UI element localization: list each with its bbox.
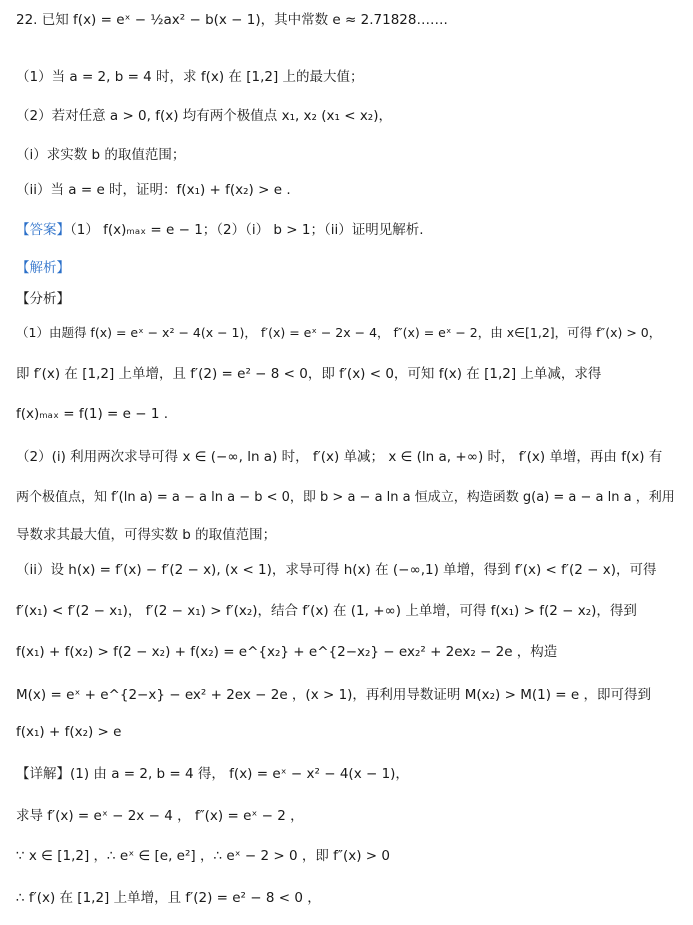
question-2-i: （i）求实数 b 的取值范围； — [16, 147, 186, 163]
detail-line-1: 【详解】(1) 由 a = 2, b = 4 得， f(x) = eˣ − x² − 4(x − 1)， — [16, 766, 409, 782]
analysis-line-4: （2）(i) 利用两次求导可得 x ∈ (−∞, ln a) 时， f′(x) 单减； x ∈ (ln a, +∞) 时， f′(x) 单增，再由 f(x) 有 — [16, 449, 663, 465]
detail-line-4: ∴ f′(x) 在 [1,2] 上单增，且 f′(2) = e² − 8 < 0 ， — [16, 890, 321, 906]
analysis-line-10: M(x) = eˣ + e^{2−x} − ex² + 2ex − 2e ，(x > 1)，再利用导数证明 M(x₂) > M(1) = e ，即可得到 — [16, 687, 651, 703]
analysis-line-2: 即 f′(x) 在 [1,2] 上单增，且 f′(2) = e² − 8 < 0，即 f′(x) < 0，可知 f(x) 在 [1,2] 上单减，求得 — [16, 366, 602, 382]
analysis-line-11: f(x₁) + f(x₂) > e — [16, 724, 122, 740]
analysis-line-5: 两个极值点，知 f′(ln a) = a − a ln a − b < 0，即 b > a − a ln a 恒成立，构造函数 g(a) = a − a ln a ，利用 — [16, 490, 675, 505]
analysis-heading — [16, 258, 685, 278]
analysis-line-9: f(x₁) + f(x₂) > f(2 − x₂) + f(x₂) = e^{x₂} + e^{2−x₂} − ex₂² + 2ex₂ − 2e ，构造 — [16, 644, 558, 660]
detail-line-3: ∵ x ∈ [1,2] ，∴ eˣ ∈ [e, e²] ，∴ eˣ − 2 > 0 ，即 f″(x) > 0 — [16, 848, 390, 864]
analysis-line-1: （1）由题得 f(x) = eˣ − x² − 4(x − 1)， f′(x) = eˣ − 2x − 4， f″(x) = eˣ − 2，由 x∈[1,2]，可得 f″(x) > 0， — [16, 325, 662, 340]
analysis-line-7: （ii）设 h(x) = f′(x) − f′(2 − x), (x < 1)，求导可得 h(x) 在 (−∞,1) 单增，得到 f′(x) < f′(2 − x)，可得 — [16, 562, 657, 578]
analysis-tag: 【解析】 — [16, 260, 70, 276]
analysis-line-6: 导数求其最大值，可得实数 b 的取值范围； — [16, 527, 277, 543]
question-2-ii: （ii）当 a = e 时，证明：f(x₁) + f(x₂) > e . — [16, 182, 291, 198]
analysis-line-3: f(x)ₘₐₓ = f(1) = e − 1 . — [16, 406, 169, 422]
question-1: （1）当 a = 2, b = 4 时，求 f(x) 在 [1,2] 上的最大值； — [16, 69, 364, 85]
section-fenxi: 【分析】 — [16, 291, 70, 307]
analysis-line-8: f′(x₁) < f′(2 − x₁)， f′(2 − x₁) > f′(x₂)，结合 f′(x) 在 (1, +∞) 上单增，可得 f(x₁) > f(2 − x₂)，得到 — [16, 603, 637, 619]
problem-statement: 22. 已知 f(x) = eˣ − ½ax² − b(x − 1)，其中常数 e ≈ 2.71828……. — [16, 12, 448, 28]
detail-line-2: 求导 f′(x) = eˣ − 2x − 4 ， f″(x) = eˣ − 2 ， — [16, 808, 304, 824]
answer-tag: 【答案】 — [16, 222, 70, 238]
question-2: （2）若对任意 a > 0, f(x) 均有两个极值点 x₁, x₂ (x₁ < x₂)， — [16, 108, 392, 124]
answer-line: 【答案】（1） f(x)ₘₐₓ = e − 1；（2）（i） b > 1；（ii）证明见解析. — [16, 222, 424, 238]
